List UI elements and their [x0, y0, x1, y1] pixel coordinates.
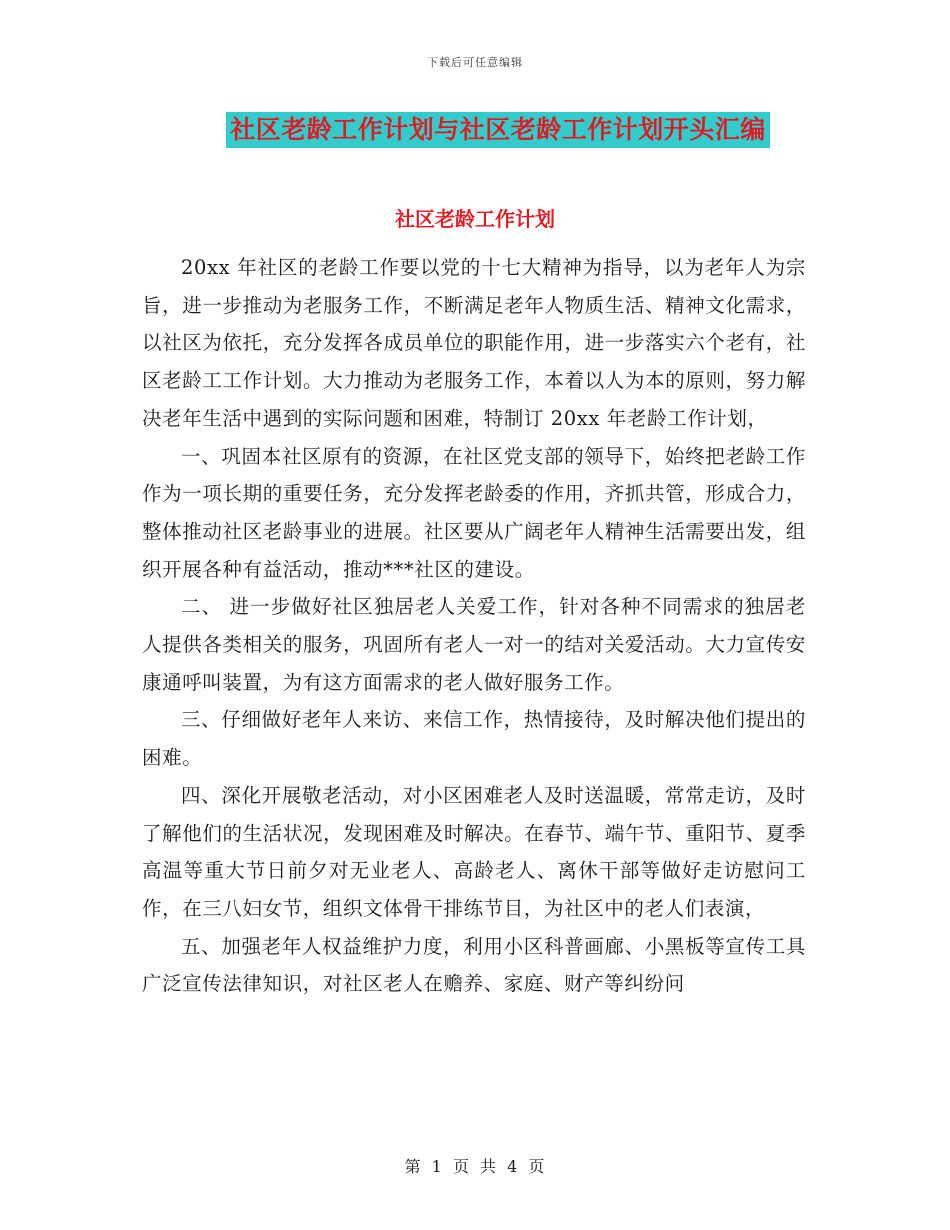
paragraph-item-5: 五、加强老年人权益维护力度，利用小区科普画廊、小黑板等宣传工具广泛宣传法律知识，对社区老人在赡养、家庭、财产等纠纷问 — [142, 934, 806, 996]
section-heading: 社区老龄工作计划 — [395, 207, 555, 231]
page-number-footer: 第 1 页 共 4 页 — [404, 1157, 546, 1176]
paragraph-item-3: 三、仔细做好老年人来访、来信工作，热情接待，及时解决他们提出的困难。 — [142, 708, 806, 770]
paragraph-item-2: 二、 进一步做好社区独居老人关爱工作，针对各种不同需求的独居老人提供各类相关的服务，巩固所有老人一对一的结对关爱活动。大力宣传安康通呼叫装置，为有这方面需求的老人做好服务工作。 — [142, 595, 806, 694]
document-title: 社区老龄工作计划与社区老龄工作计划开头汇编 — [226, 112, 770, 148]
document-body — [142, 249, 806, 1003]
paragraph-item-4: 四、深化开展敬老活动，对小区困难老人及时送温暖，常常走访，及时了解他们的生活状况，发现困难及时解决。在春节、端午节、重阳节、夏季高温等重大节日前夕对无业老人、高龄老人、离休干部等做好走访慰问工作，在三八妇女节，组织文体骨干排练节目，为社区中的老人们表演， — [142, 783, 806, 920]
paragraph-item-1: 一、巩固本社区原有的资源，在社区党支部的领导下，始终把老龄工作作为一项长期的重要任务，充分发挥老龄委的作用，齐抓共管，形成合力，整体推动社区老龄事业的进展。社区要从广阔老年人精神生活需要出发，组织开展各种有益活动，推动***社区的建设。 — [142, 444, 806, 581]
page-header-note: 下载后可任意编辑 — [427, 56, 523, 69]
paragraph-intro: 20xx 年社区的老龄工作要以党的十七大精神为指导，以为老年人为宗旨，进一步推动为老服务工作，不断满足老年人物质生活、精神文化需求，以社区为依托，充分发挥各成员单位的职能作用，进一步落实六个老有，社区老龄工工作计划。大力推动为老服务工作，本着以人为本的原则，努力解决老年生活中遇到的实际问题和困难，特制订 20xx 年老龄工作计划， — [142, 256, 806, 430]
document-title-container — [0, 112, 950, 148]
